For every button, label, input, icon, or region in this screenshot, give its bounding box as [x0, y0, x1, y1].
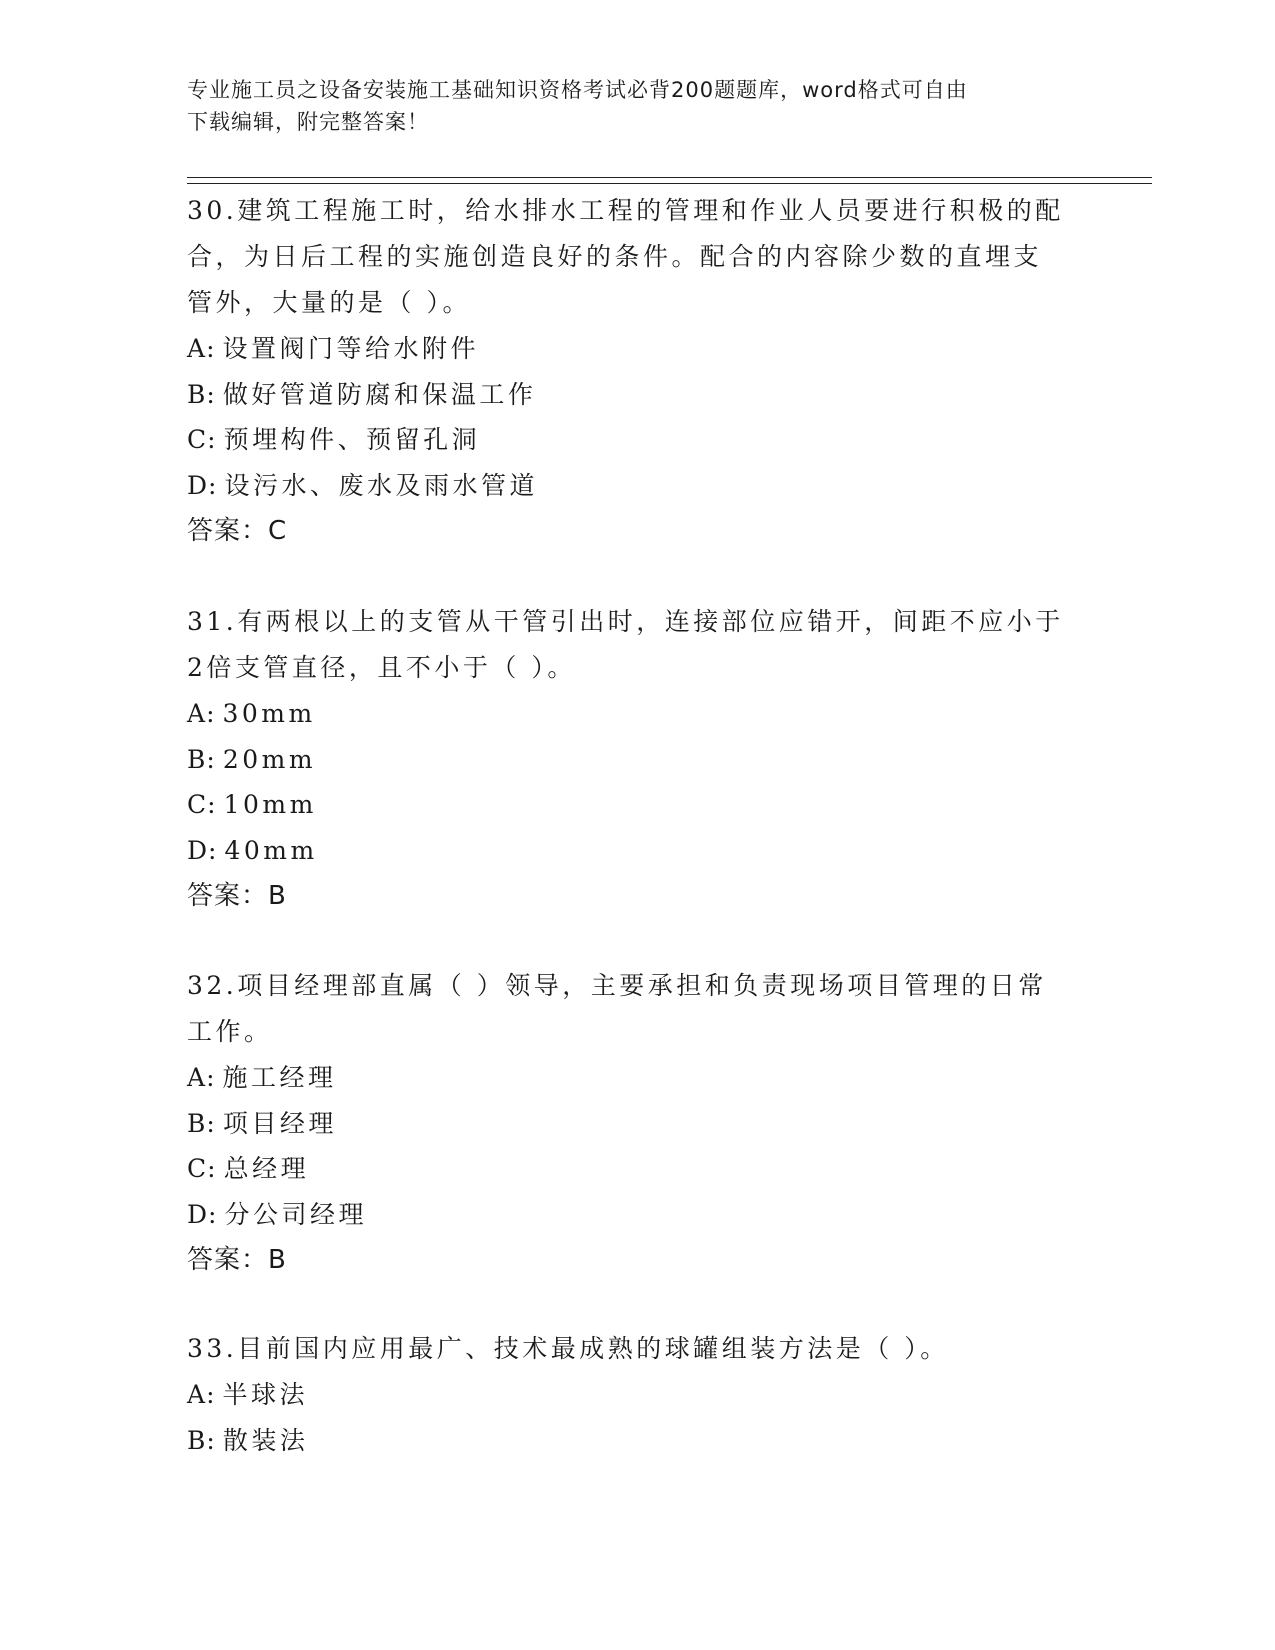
- option-a: [187, 326, 1087, 372]
- option-separator: :: [207, 1154, 224, 1184]
- option-b: [187, 1418, 1087, 1464]
- answer-line: 答案：B: [187, 1245, 287, 1276]
- option-separator: :: [208, 835, 225, 865]
- document-header: [187, 74, 1087, 138]
- option-a: [187, 1372, 1087, 1418]
- option-letter: C: [187, 790, 208, 820]
- option-letter: A: [187, 699, 207, 728]
- option-separator: :: [206, 1380, 223, 1409]
- option-letter: A: [187, 1380, 207, 1409]
- option-text: 总经理: [223, 1154, 310, 1184]
- question-stem-line: 33.目前国内应用最广、技术最成熟的球罐组装方法是（ ）。: [187, 1334, 949, 1363]
- question-stem-line: 31.有两根以上的支管从干管引出时，连接部位应错开，间距不应小于: [187, 607, 1064, 636]
- header-divider: [187, 183, 1152, 184]
- option-letter: D: [187, 1199, 209, 1229]
- option-text: 40mm: [224, 835, 318, 865]
- option-d: [187, 463, 1087, 509]
- answer-line: 答案：B: [187, 881, 287, 912]
- header-line: 专业施工员之设备安装施工基础知识资格考试必背200题题库，word格式可自由: [187, 78, 968, 102]
- option-separator: :: [206, 699, 223, 728]
- option-text: 30mm: [222, 699, 316, 728]
- question-stem-line: 32.项目经理部直属（ ）领导，主要承担和负责现场项目管理的日常: [187, 971, 1047, 1000]
- option-separator: :: [207, 425, 224, 455]
- option-c: [187, 1146, 1087, 1192]
- answer-line: 答案：C: [187, 516, 288, 547]
- option-text: 设污水、废水及雨水管道: [224, 470, 538, 500]
- option-separator: :: [206, 1108, 223, 1138]
- header-divider: [187, 177, 1152, 178]
- option-c: [187, 417, 1087, 463]
- option-letter: A: [187, 1063, 207, 1092]
- question-stem-line: 2倍支管直径，且不小于（ ）。: [187, 653, 576, 682]
- option-text: 预埋构件、预留孔洞: [223, 425, 481, 455]
- option-text: 施工经理: [222, 1063, 337, 1092]
- header-line: 下载编辑，附完整答案！: [187, 110, 429, 134]
- option-text: 项目经理: [222, 1108, 337, 1138]
- option-separator: :: [207, 790, 224, 820]
- question-block: [187, 188, 1087, 554]
- option-letter: B: [187, 379, 207, 409]
- question-stem-line: 合，为日后工程的实施创造良好的条件。配合的内容除少数的直埋支: [187, 242, 1043, 271]
- option-text: 散装法: [222, 1425, 309, 1455]
- option-a: [187, 691, 1087, 737]
- option-letter: B: [187, 1108, 207, 1138]
- question-block: [187, 963, 1087, 1283]
- option-separator: :: [208, 1199, 225, 1229]
- option-text: 做好管道防腐和保温工作: [222, 379, 537, 409]
- option-letter: B: [187, 744, 207, 774]
- option-b: [187, 737, 1087, 783]
- option-d: [187, 1192, 1087, 1238]
- option-text: 分公司经理: [224, 1199, 367, 1229]
- option-letter: D: [187, 470, 209, 500]
- option-separator: :: [206, 744, 223, 774]
- option-text: 设置阀门等给水附件: [222, 334, 480, 363]
- option-a: [187, 1055, 1087, 1101]
- option-text: 10mm: [223, 790, 317, 820]
- option-d: [187, 828, 1087, 874]
- question-stem-line: 管外，大量的是（ ）。: [187, 288, 471, 317]
- option-letter: C: [187, 1154, 208, 1184]
- option-separator: :: [206, 1063, 223, 1092]
- option-b: [187, 372, 1087, 418]
- option-text: 半球法: [222, 1380, 309, 1409]
- option-c: [187, 782, 1087, 828]
- option-letter: B: [187, 1425, 207, 1455]
- question-stem-line: 30.建筑工程施工时，给水排水工程的管理和作业人员要进行积极的配: [187, 196, 1064, 225]
- question-block: [187, 599, 1087, 919]
- option-text: 20mm: [222, 744, 317, 774]
- option-separator: :: [206, 334, 223, 363]
- question-block: [187, 1326, 1087, 1463]
- option-letter: D: [187, 835, 209, 865]
- option-b: [187, 1101, 1087, 1147]
- option-separator: :: [208, 470, 225, 500]
- option-separator: :: [206, 379, 223, 409]
- option-separator: :: [206, 1425, 223, 1455]
- option-letter: C: [187, 425, 208, 455]
- option-letter: A: [187, 334, 207, 363]
- question-stem-line: 工作。: [187, 1017, 273, 1046]
